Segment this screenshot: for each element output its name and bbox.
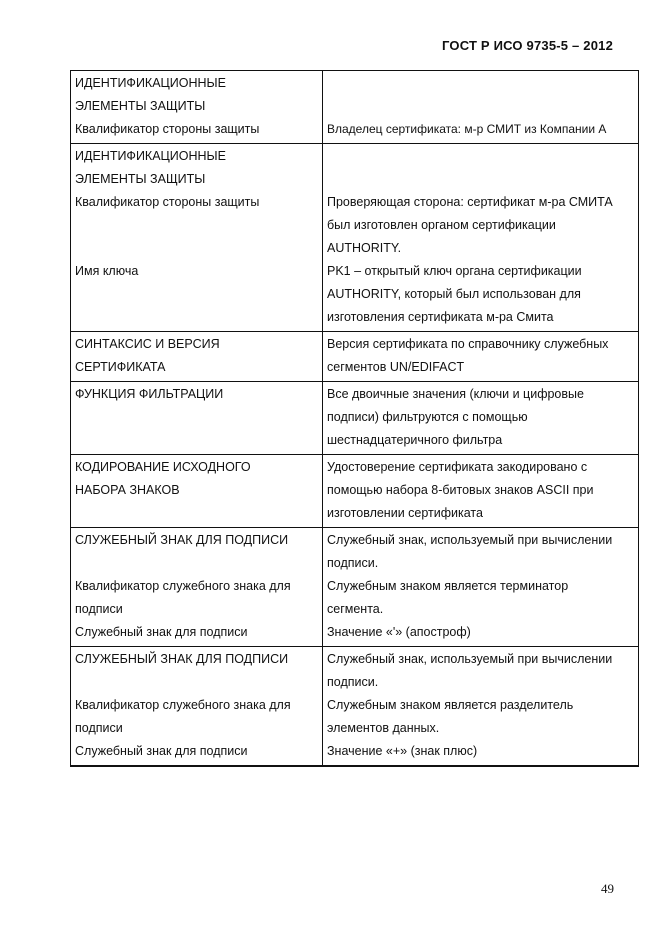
cell-line: Служебный знак, используемый при вычислении (327, 533, 613, 547)
cell-line: подписи. (327, 675, 379, 689)
row-5-left-cell (71, 455, 323, 528)
cell-line: подписи (75, 602, 123, 616)
cell-line: Служебным знаком является разделитель (327, 698, 574, 712)
specification-table (70, 70, 639, 767)
cell-line: Квалификатор стороны защиты (75, 122, 260, 136)
table-row (71, 71, 639, 144)
row-1-left-cell (71, 71, 323, 144)
cell-line: ИДЕНТИФИКАЦИОННЫЕ (75, 149, 226, 163)
cell-line: ЭЛЕМЕНТЫ ЗАЩИТЫ (75, 99, 206, 113)
cell-line: Квалификатор стороны защиты (75, 195, 260, 209)
row-5-right-cell (323, 455, 639, 528)
cell-line: помощью набора 8-битовых знаков ASCII при (327, 483, 594, 497)
cell-line: изготовления сертификата м-ра Смита (327, 310, 554, 324)
cell-line: КОДИРОВАНИЕ ИСХОДНОГО (75, 460, 251, 474)
cell-line: Служебным знаком является терминатор (327, 579, 569, 593)
row-6-right-cell (323, 528, 639, 647)
cell-line: СЛУЖЕБНЫЙ ЗНАК ДЛЯ ПОДПИСИ (75, 533, 289, 547)
cell-line: Версия сертификата по справочнику служебных (327, 337, 609, 351)
cell-line: Квалификатор служебного знака для (75, 579, 291, 593)
cell-line: Владелец сертификата: м-р СМИТ из Компании А (327, 122, 607, 136)
cell-line: Удостоверение сертификата закодировано с (327, 460, 588, 474)
cell-line: изготовлении сертификата (327, 506, 483, 520)
cell-line: Служебный знак для подписи (75, 625, 248, 639)
cell-line: Квалификатор служебного знака для (75, 698, 291, 712)
cell-line: Служебный знак, используемый при вычислении (327, 652, 613, 666)
cell-line: AUTHORITY. (327, 241, 402, 255)
cell-line: шестнадцатеричного фильтра (327, 433, 503, 447)
cell-line: подписи (75, 721, 123, 735)
table-row (71, 332, 639, 382)
row-7-right-cell (323, 647, 639, 767)
table-row (71, 455, 639, 528)
row-7-left-cell (71, 647, 323, 767)
cell-line: СЕРТИФИКАТА (75, 360, 166, 374)
page-number: 49 (601, 881, 614, 896)
cell-line: элементов данных. (327, 721, 440, 735)
cell-line: СИНТАКСИС И ВЕРСИЯ (75, 337, 220, 351)
cell-line: Проверяющая сторона: сертификат м-ра СМИТА (327, 195, 613, 209)
cell-line: НАБОРА ЗНАКОВ (75, 483, 180, 497)
table-row (71, 382, 639, 455)
cell-line: был изготовлен органом сертификации (327, 218, 556, 232)
cell-line: сегментов UN/EDIFACT (327, 360, 465, 374)
cell-line: AUTHORITY, который был использован для (327, 287, 581, 301)
row-2-right-cell (323, 144, 639, 332)
table-row (71, 528, 639, 647)
row-6-left-cell (71, 528, 323, 647)
table-row (71, 144, 639, 332)
cell-line: подписи. (327, 556, 379, 570)
row-1-right-cell (323, 71, 639, 144)
cell-line: Значение «+» (знак плюс) (327, 744, 478, 758)
document-header: ГОСТ Р ИСО 9735-5 – 2012 (442, 38, 613, 53)
cell-line: ИДЕНТИФИКАЦИОННЫЕ (75, 76, 226, 90)
cell-line: ЭЛЕМЕНТЫ ЗАЩИТЫ (75, 172, 206, 186)
row-4-left-cell (71, 382, 323, 455)
row-3-right-cell (323, 332, 639, 382)
table-row (71, 647, 639, 767)
row-4-right-cell (323, 382, 639, 455)
cell-line: PK1 – открытый ключ органа сертификации (327, 264, 582, 278)
cell-line: Имя ключа (75, 264, 139, 278)
cell-line: Все двоичные значения (ключи и цифровые (327, 387, 584, 401)
cell-line: сегмента. (327, 602, 384, 616)
cell-line: подписи) фильтруются с помощью (327, 410, 528, 424)
row-3-left-cell (71, 332, 323, 382)
row-2-left-cell (71, 144, 323, 332)
cell-line: Значение «'» (апостроф) (327, 625, 471, 639)
cell-line: ФУНКЦИЯ ФИЛЬТРАЦИИ (75, 387, 224, 401)
cell-line: СЛУЖЕБНЫЙ ЗНАК ДЛЯ ПОДПИСИ (75, 652, 289, 666)
cell-line: Служебный знак для подписи (75, 744, 248, 758)
